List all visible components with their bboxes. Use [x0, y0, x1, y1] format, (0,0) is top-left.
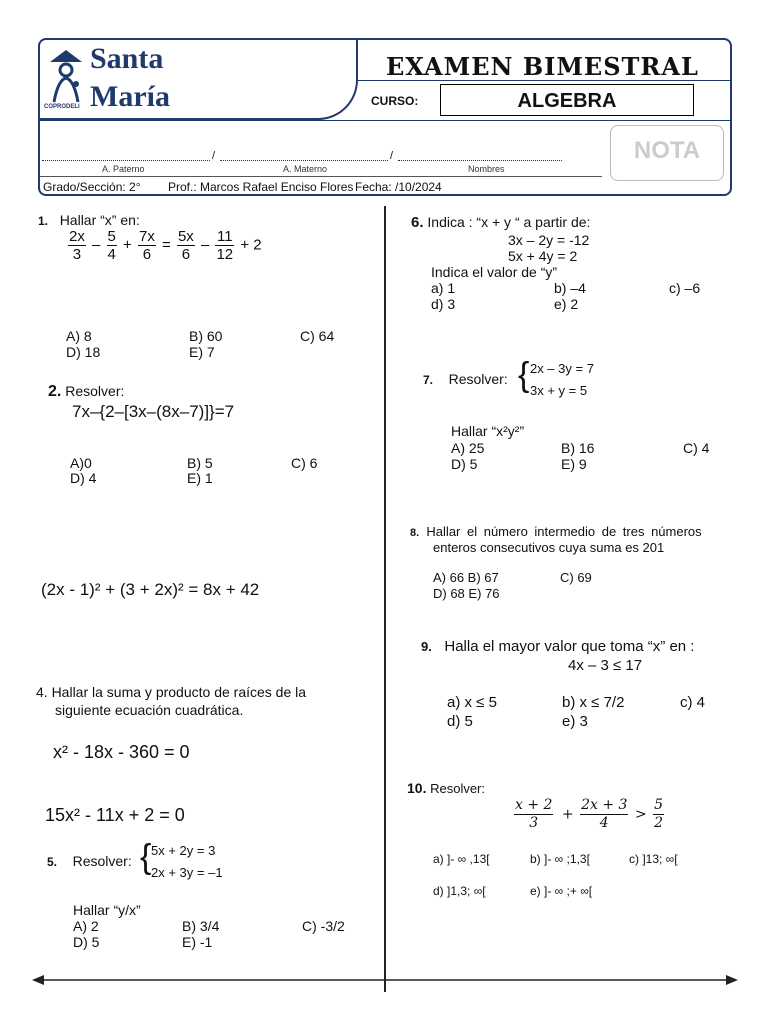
question-text: Resolver: [448, 371, 508, 387]
question-10 [407, 780, 485, 797]
question-number: 7. [423, 373, 434, 387]
header-divider [40, 120, 730, 121]
q5-ask: Hallar “y/x” [73, 902, 141, 918]
option-b[interactable]: B) 16 [561, 440, 595, 456]
option-e[interactable]: e) 3 [562, 713, 588, 730]
option-b[interactable]: B) 60 [189, 328, 223, 344]
option-a[interactable]: A)0 [70, 455, 92, 471]
q4-equation-1: x² - 18x - 360 = 0 [53, 742, 190, 762]
system-brace: { [140, 838, 152, 876]
option-c[interactable]: c) ]13; ∞[ [629, 852, 678, 866]
option-e[interactable]: e) ]- ∞ ;+ ∞[ [530, 884, 593, 898]
nota-box[interactable]: NOTA [610, 125, 724, 181]
question-7 [423, 371, 508, 388]
nombres-line[interactable] [398, 160, 562, 161]
question-number: 8. [410, 527, 420, 539]
option-d[interactable]: D) 4 [70, 470, 97, 486]
option-d[interactable]: d) 5 [447, 713, 473, 730]
option-a[interactable]: A) 8 [66, 328, 92, 344]
exam-title: EXAMEN BIMESTRAL [386, 52, 699, 81]
question-number: 2. [48, 383, 62, 400]
question-text: Resolver: [65, 383, 125, 399]
grado-seccion: Grado/Sección: 2° [43, 180, 141, 194]
option-c[interactable]: C) 6 [291, 455, 318, 471]
q8-text-line2: enteros consecutivos cuya suma es 201 [433, 540, 665, 555]
question-2 [48, 383, 124, 400]
option-c[interactable]: c) –6 [669, 280, 701, 296]
question-number: 5. [47, 855, 58, 869]
option-b[interactable]: B) 5 [187, 455, 213, 471]
q4-equation-2: 15x² - 11x + 2 = 0 [45, 805, 185, 825]
system-brace: { [518, 356, 530, 394]
question-text: Indica : “x + y “ a partir de: [427, 214, 591, 230]
option-de[interactable]: D) 68 E) 76 [433, 586, 500, 601]
profesor: Prof.: Marcos Rafael Enciso Flores [168, 180, 354, 194]
option-a[interactable]: a) ]- ∞ ,13[ [433, 852, 490, 866]
fecha: Fecha: /10/2024 [355, 180, 442, 194]
question-1 [38, 212, 140, 229]
option-d[interactable]: D) 18 [66, 344, 101, 360]
question-text: Halla el mayor valor que toma “x” en : [444, 638, 695, 655]
option-d[interactable]: D) 5 [451, 456, 478, 472]
school-logo-icon [44, 44, 88, 108]
option-d[interactable]: D) 5 [73, 934, 100, 950]
option-c[interactable]: C) 4 [683, 440, 710, 456]
option-c[interactable]: c) 4 [680, 694, 706, 711]
question-number: 9. [421, 639, 432, 654]
q4-text-line2: siguiente ecuación cuadrática. [55, 702, 244, 718]
amaterno-label: A. Materno [283, 164, 328, 174]
q2-equation: 7x–{2–[3x–(8x–7)]}=7 [72, 402, 235, 421]
info-divider [40, 176, 602, 177]
name-separator: / [390, 150, 394, 162]
option-c[interactable]: C) -3/2 [302, 918, 345, 934]
question-9 [421, 639, 694, 655]
system-eq-1: 5x + 2y = 3 [151, 843, 216, 858]
option-a[interactable]: A) 25 [451, 440, 485, 456]
system-eq-2: 5x + 4y = 2 [508, 248, 578, 264]
question-text: Resolver: [72, 853, 132, 869]
nombres-label: Nombres [468, 164, 505, 174]
school-name-line2: María [90, 80, 170, 113]
option-e[interactable]: e) 2 [554, 296, 579, 312]
column-divider [384, 206, 386, 992]
q3-equation: (2x - 1)² + (3 + 2x)² = 8x + 42 [41, 580, 260, 599]
option-a[interactable]: a) 1 [431, 280, 456, 296]
question-5 [47, 853, 132, 870]
logo-caption: COPRODELI [44, 104, 80, 110]
question-text: Resolver: [430, 781, 486, 796]
amaterno-line[interactable] [220, 160, 388, 161]
q10-inequality: $\frac{x + 2}{3}$ + $\frac{2x + 3}{4}$ > $\frac{5}{2}$ [515, 797, 663, 831]
q9-inequality: 4x – 3 ≤ 17 [568, 657, 643, 674]
option-d[interactable]: d) 3 [431, 296, 456, 312]
curso-label: CURSO: [371, 94, 419, 108]
question-text: Hallar “x” en: [59, 212, 140, 228]
option-d[interactable]: d) ]1,3; ∞[ [433, 884, 486, 898]
curso-field[interactable]: ALGEBRA [440, 84, 694, 116]
system-eq-1: 2x – 3y = 7 [530, 361, 594, 376]
q1-equation: $\frac{2x}{3}$ – $\frac{5}{4}$ + $\frac{7x}{6}$ = $\frac{5x}{6}$ – $\frac{11}{12}$ + 2 [69, 228, 262, 263]
question-8 [410, 524, 702, 541]
q7-ask: Hallar “x²y²” [451, 423, 525, 439]
question-number: 6. [411, 214, 424, 231]
option-c[interactable]: C) 69 [560, 570, 592, 585]
option-b[interactable]: b) –4 [554, 280, 586, 296]
option-b[interactable]: b) x ≤ 7/2 [562, 694, 625, 711]
apaterno-label: A. Paterno [102, 164, 145, 174]
option-a[interactable]: a) x ≤ 5 [447, 694, 497, 711]
option-e[interactable]: E) 7 [189, 344, 215, 360]
question-text: Hallar el número intermedio de tres números [426, 524, 702, 539]
system-eq-2: 2x + 3y = –1 [151, 865, 223, 880]
option-e[interactable]: E) -1 [182, 934, 213, 950]
title-divider [358, 80, 732, 81]
school-name-line1: Santa [90, 42, 164, 75]
apaterno-line[interactable] [42, 160, 210, 161]
option-b[interactable]: B) 3/4 [182, 918, 220, 934]
option-ab[interactable]: A) 66 B) 67 [433, 570, 499, 585]
bottom-arrow-line [30, 968, 740, 992]
question-number: 1. [38, 214, 49, 228]
option-e[interactable]: E) 1 [187, 470, 213, 486]
system-eq-1: 3x – 2y = -12 [508, 232, 590, 248]
question-6 [411, 214, 590, 231]
q6-ask: Indica el valor de “y” [431, 264, 558, 280]
name-separator: / [212, 150, 216, 162]
option-a[interactable]: A) 2 [73, 918, 99, 934]
q4-text-line1: 4. Hallar la suma y producto de raíces de la [36, 684, 307, 700]
option-c[interactable]: C) 64 [300, 328, 335, 344]
option-b[interactable]: b) ]- ∞ ;1,3[ [530, 852, 590, 866]
question-number: 10. [407, 780, 427, 796]
system-eq-2: 3x + y = 5 [530, 383, 588, 398]
option-e[interactable]: E) 9 [561, 456, 587, 472]
